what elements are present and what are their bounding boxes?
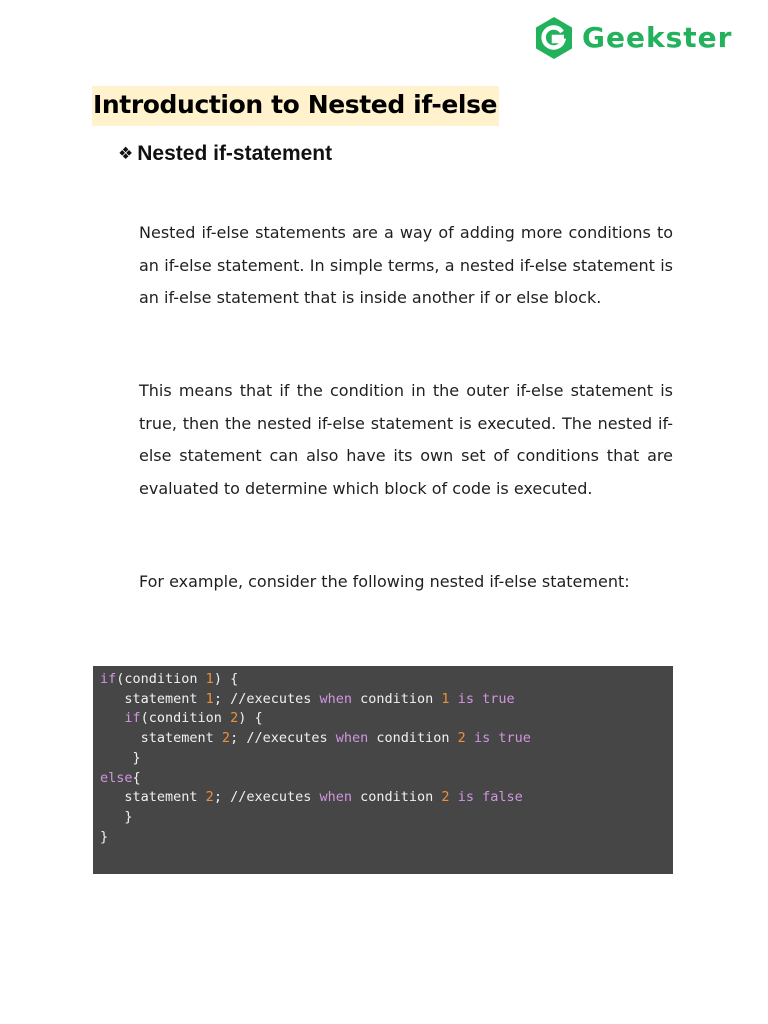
code-number: 1 bbox=[441, 690, 450, 707]
code-text: statement bbox=[100, 789, 206, 806]
code-number: 2 bbox=[205, 789, 214, 806]
code-number: 1 bbox=[205, 671, 214, 687]
code-text: ) { bbox=[238, 710, 263, 727]
section-heading-text: Nested if-statement bbox=[137, 142, 333, 165]
code-text: } bbox=[100, 749, 141, 766]
code-text: ; //executes bbox=[213, 690, 320, 707]
code-keyword: if bbox=[100, 671, 117, 687]
code-text bbox=[100, 710, 124, 726]
code-line bbox=[100, 828, 673, 848]
code-text: } bbox=[100, 828, 109, 845]
code-text: } bbox=[100, 808, 133, 825]
code-keyword: is bbox=[457, 690, 474, 707]
code-line bbox=[100, 709, 673, 729]
code-text: ) { bbox=[213, 671, 239, 687]
diamond-bullet-icon: ❖ bbox=[118, 143, 134, 164]
code-text: condition bbox=[352, 690, 442, 707]
code-line bbox=[100, 769, 673, 789]
code-keyword: if bbox=[124, 710, 141, 727]
code-block bbox=[93, 666, 673, 874]
brand-name: Geekster bbox=[582, 21, 733, 54]
code-text: statement bbox=[100, 690, 206, 707]
code-keyword: false bbox=[482, 789, 523, 806]
code-text: condition bbox=[352, 789, 442, 806]
code-number: 2 bbox=[230, 710, 239, 727]
code-text: ; //executes bbox=[230, 730, 336, 747]
paragraph-definition: Nested if-else statements are a way of adding more conditions to an if-else statement. In simple terms, a nested if-else statement is an if-else statement that is inside another if or else block. bbox=[139, 223, 673, 307]
code-line bbox=[100, 690, 673, 710]
code-text bbox=[450, 789, 458, 805]
paragraph-example-intro: For example, consider the following nested if-else statement: bbox=[139, 572, 630, 591]
code-text bbox=[474, 789, 482, 805]
paragraph-explanation: This means that if the condition in the outer if-else statement is true, then the nested if-else statement is executed. The nested if-else statement can also have its own set of conditions that are evaluated to determine which block of code is executed. bbox=[139, 381, 673, 498]
code-text: { bbox=[132, 769, 141, 786]
brand-logo bbox=[534, 16, 732, 60]
code-number: 2 bbox=[457, 730, 466, 747]
code-text bbox=[450, 691, 458, 707]
code-keyword: is bbox=[473, 730, 491, 747]
code-number: 2 bbox=[221, 730, 231, 747]
code-text bbox=[474, 691, 482, 707]
code-number: 2 bbox=[441, 789, 450, 806]
code-keyword: when bbox=[319, 690, 352, 707]
code-text bbox=[466, 730, 474, 746]
code-number: 1 bbox=[205, 690, 214, 707]
code-keyword: true bbox=[482, 690, 515, 707]
code-keyword: when bbox=[319, 789, 352, 806]
code-line bbox=[100, 729, 673, 749]
code-text: (condition bbox=[116, 671, 206, 687]
code-line bbox=[100, 808, 673, 828]
page-title: Introduction to Nested if-else bbox=[92, 86, 499, 126]
code-text: statement bbox=[100, 730, 222, 747]
code-text: condition bbox=[368, 730, 458, 747]
code-text: ; //executes bbox=[213, 789, 320, 806]
code-keyword: true bbox=[498, 730, 531, 747]
code-keyword: is bbox=[457, 789, 474, 806]
code-keyword: when bbox=[335, 730, 369, 747]
geekster-g-hexagon-icon bbox=[534, 16, 574, 60]
code-line bbox=[100, 670, 673, 690]
code-line bbox=[100, 788, 673, 808]
code-keyword: else bbox=[100, 769, 133, 786]
code-line bbox=[100, 749, 673, 769]
code-text: (condition bbox=[140, 710, 231, 727]
section-heading bbox=[118, 142, 332, 166]
